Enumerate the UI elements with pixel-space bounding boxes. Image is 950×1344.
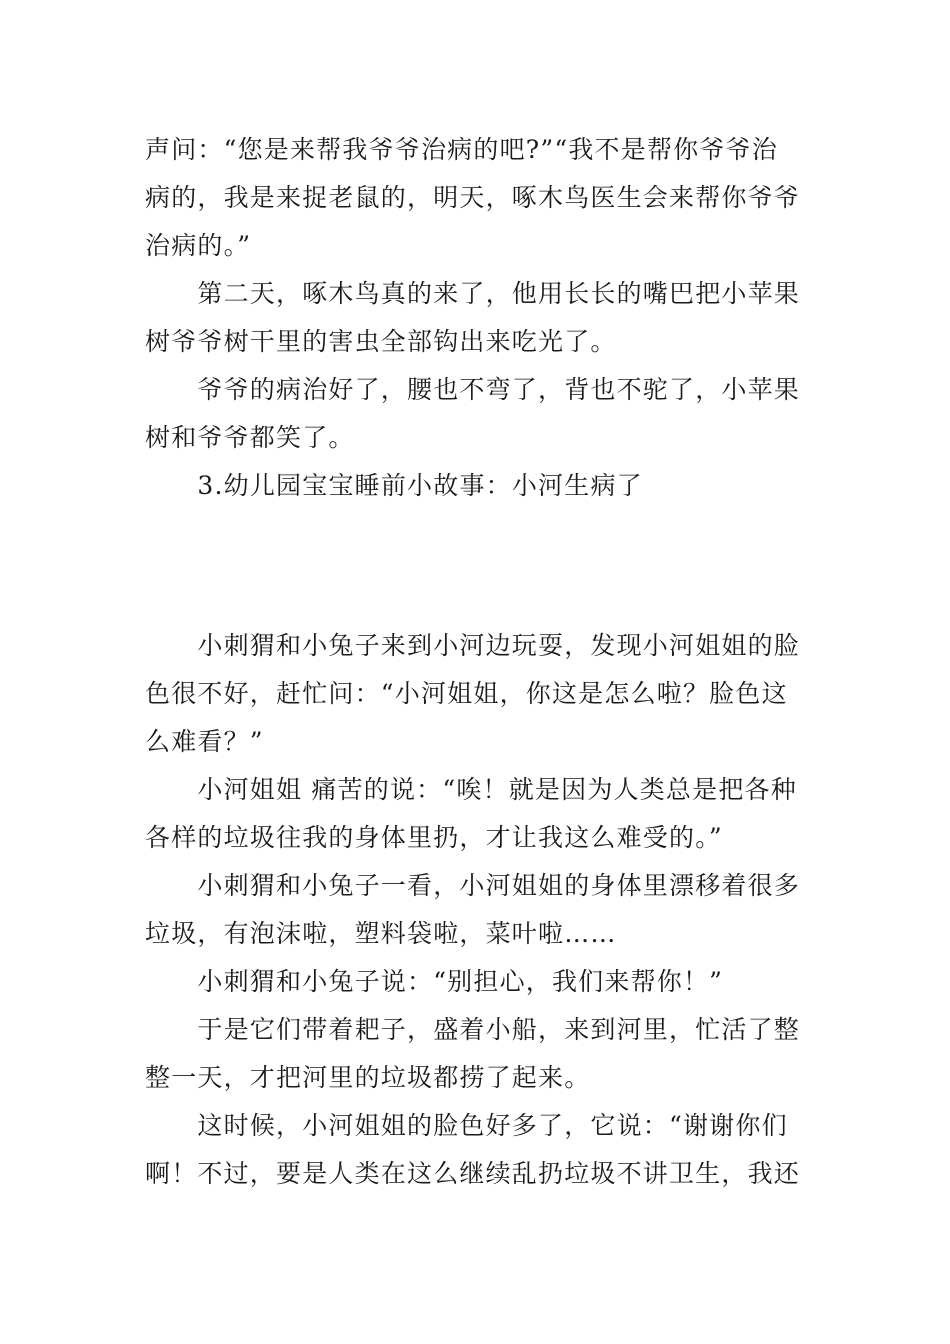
text-line: 啊！不过，要是人类在这么继续乱扔垃圾不讲卫生，我还 (145, 1159, 801, 1188)
paragraph (145, 958, 807, 1006)
text-line: 整一天，才把河里的垃圾都捞了起来。 (145, 1063, 591, 1092)
text-line: 树和爷爷都笑了。 (145, 423, 355, 452)
text-line: 小河姐姐 痛苦的说：“唉！就是因为人类总是把各种 (145, 775, 797, 804)
paragraph (145, 126, 807, 270)
text-block-upper (145, 126, 807, 510)
text-line: 小刺猬和小兔子说：“别担心，我们来帮你！” (145, 967, 724, 996)
paragraph (145, 1006, 807, 1102)
text-line: 么难看？” (145, 727, 264, 756)
text-line: 各样的垃圾往我的身体里扔，才让我这么难受的。” (145, 823, 723, 852)
text-line: 小刺猬和小兔子一看，小河姐姐的身体里漂移着很多 (145, 871, 801, 900)
text-line: 于是它们带着耙子，盛着小船，来到河里，忙活了整 (145, 1015, 801, 1044)
text-line: 垃圾，有泡沫啦，塑料袋啦，菜叶啦…… (145, 919, 617, 948)
text-line: 树爷爷树干里的害虫全部钩出来吃光了。 (145, 327, 617, 356)
text-line: 爷爷的病治好了，腰也不弯了，背也不驼了，小苹果 (145, 375, 801, 404)
paragraph (145, 766, 807, 862)
text-line: 治病的。” (145, 231, 252, 260)
paragraph (145, 270, 807, 366)
heading-line: 3.幼儿园宝宝睡前小故事：小河生病了 (145, 471, 643, 500)
section-heading (145, 462, 807, 510)
text-line: 色很不好，赶忙问：“小河姐姐，你这是怎么啦？脸色这 (145, 679, 788, 708)
text-line: 第二天，啄木鸟真的来了，他用长长的嘴巴把小苹果 (145, 279, 801, 308)
text-line: 病的，我是来捉老鼠的，明天，啄木鸟医生会来帮你爷爷 (145, 183, 801, 212)
text-line: 这时候，小河姐姐的脸色好多了，它说：“谢谢你们 (145, 1111, 788, 1140)
text-line: 小刺猬和小兔子来到小河边玩耍，发现小河姐姐的脸 (145, 631, 801, 660)
text-line: 声问：“您是来帮我爷爷治病的吧?”“我不是帮你爷爷治 (145, 135, 778, 164)
paragraph (145, 622, 807, 766)
paragraph (145, 1102, 807, 1198)
text-block-lower (145, 622, 807, 1198)
paragraph (145, 862, 807, 958)
paragraph (145, 366, 807, 462)
